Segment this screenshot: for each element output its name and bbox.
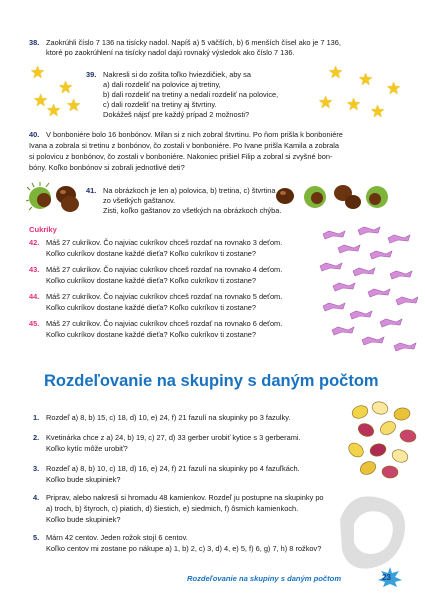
exercise-39-line-3: b) dali rozdeliť na tretiny a nedali rozdeliť na polovice,	[103, 90, 279, 99]
exercise-5-number: 5.	[33, 533, 40, 542]
chestnut-illustration	[26, 178, 82, 214]
exercise-3-number: 3.	[33, 464, 40, 473]
star-icon: ★	[33, 91, 49, 110]
exercise-44-line-2: Koľko cukríkov dostane každé dieťa? Koľko cukríkov ti zostane?	[46, 303, 257, 312]
exercise-45-line-2: Koľko cukríkov dostane každé dieťa? Koľko cukríkov ti zostane?	[46, 330, 257, 339]
exercise-39-line-1: Nakresli si do zošita toľko hviezdičiek, aby sa	[103, 70, 251, 79]
star-icon: ★	[46, 101, 62, 120]
exercise-5-line-2: Koľko centov mi zostane po nákupe a) 1, b) 2, c) 3, d) 4, e) 5, f) 6, g) 7, h) 8 rožkov?	[46, 544, 322, 553]
exercise-4-line-3: Koľko bude skupiniek?	[46, 515, 121, 524]
star-icon: ★	[370, 102, 386, 121]
exercise-39-number: 39.	[86, 70, 97, 79]
exercise-40-line-4: bóny. Koľko bonbónov si zobrali jednotlivé deti?	[29, 163, 185, 172]
star-icon: ★	[386, 79, 402, 98]
exercise-1-line-1: Rozdeľ a) 8, b) 15, c) 18, d) 10, e) 24, f) 21 fazulí na skupinky po 3 fazulky.	[46, 413, 291, 422]
decorative-figure	[330, 480, 422, 580]
exercise-4-line-1: Priprav, alebo nakresli si hromadu 48 kamienkov. Rozdeľ ju postupne na skupinky po	[46, 493, 324, 502]
exercise-2-line-1: Kvetinárka chce z a) 24, b) 19, c) 27, d) 33 gerber urobiť kytice s 3 gerberami.	[46, 433, 301, 442]
exercise-42-line-1: Máš 27 cukríkov. Čo najviac cukríkov chceš rozdať na rovnako 3 deťom.	[46, 238, 283, 247]
exercise-41-number: 41.	[86, 186, 97, 195]
chestnut-illustration	[275, 180, 393, 212]
exercise-2-line-2: Koľko kytíc môže urobiť?	[46, 444, 128, 453]
exercise-38-line-2: ktoré po zaokrúhlení na tisícky nadol dajú rovnaký výsledok ako číslo 7 136.	[46, 48, 295, 57]
exercise-41-line-1: Na obrázkoch je len a) polovica, b) tretina, c) štvrtina	[103, 186, 276, 195]
exercise-5-line-1: Márn 42 centov. Jeden rožok stojí 6 centov.	[46, 533, 188, 542]
exercise-44-number: 44.	[29, 292, 40, 301]
star-icon: ★	[58, 78, 74, 97]
exercise-42-line-2: Koľko cukríkov dostane každé dieťa? Koľko cukríkov ti zostane?	[46, 249, 257, 258]
footer-title: Rozdeľovanie na skupiny s daným počtom	[187, 574, 342, 583]
exercise-42-number: 42.	[29, 238, 40, 247]
exercise-45-number: 45.	[29, 319, 40, 328]
exercise-3-line-2: Koľko bude skupiniek?	[46, 475, 121, 484]
star-icon: ★	[66, 96, 82, 115]
section-heading: Rozdeľovanie na skupiny s daným počtom	[44, 372, 379, 390]
exercise-38-line-1: Zaokrúhli číslo 7 136 na tisícky nadol. Napíš a) 5 väčších, b) 6 menších čísel ako je 7 136,	[46, 38, 341, 47]
exercise-1-number: 1.	[33, 413, 40, 422]
star-icon: ★	[318, 93, 334, 112]
exercise-43-number: 43.	[29, 265, 40, 274]
exercise-39-line-4: c) dali rozdeliť na tretiny aj štvrtiny.	[103, 100, 217, 109]
exercise-39-line-5: Dokážeš nájsť pre každý prípad 2 možnosti?	[103, 110, 250, 119]
beans-illustration	[346, 400, 418, 480]
exercise-2-number: 2.	[33, 433, 40, 442]
exercise-38-number: 38.	[29, 38, 40, 47]
exercise-3-line-1: Rozdeľ a) 8, b) 10, c) 18, d) 16, e) 24, f) 21 fazulí na skupinky po 4 fazuľkách.	[46, 464, 300, 473]
section-label-candies: Cukríky	[29, 225, 57, 234]
exercise-44-line-1: Máš 27 cukríkov. Čo najviac cukríkov chceš rozdať na rovnako 5 deťom.	[46, 292, 283, 301]
exercise-40-line-2: Ivana a zobrala si tretinu z bonbónov, čo zostali v bonboniére. Po Ivane prišla Kamila a zobrala	[29, 141, 340, 150]
exercise-43-line-1: Máš 27 cukríkov. Čo najviac cukríkov chceš rozdať na rovnako 4 deťom.	[46, 265, 283, 274]
star-icon: ★	[346, 95, 362, 114]
star-icon: ★	[30, 63, 46, 82]
exercise-41-line-2: zo všetkých gaštanov.	[103, 196, 176, 205]
exercise-45-line-1: Máš 27 cukríkov. Čo najviac cukríkov chceš rozdať na rovnako 6 deťom.	[46, 319, 283, 328]
star-icon: ★	[328, 63, 344, 82]
exercise-40-line-3: si polovicu z bonbónov, čo zostali v bonboniére. Nakoniec prišiel Filip a zobral si zvyšné bon-	[29, 152, 333, 161]
exercise-41-line-3: Zisti, koľko gaštanov zo všetkých na obrázkoch chýba.	[103, 206, 282, 215]
page-number: 23	[382, 573, 391, 582]
exercise-4-number: 4.	[33, 493, 40, 502]
exercise-40-line-1: V bonboniére bolo 16 bonbónov. Milan si z nich zobral štvrtinu. Po ňom prišla k bonboniére	[46, 130, 343, 139]
exercise-39-line-2: a) dali rozdeliť na polovice aj tretiny,	[103, 80, 221, 89]
candy-illustration	[318, 226, 418, 358]
exercise-43-line-2: Koľko cukríkov dostane každé dieťa? Koľko cukríkov ti zostane?	[46, 276, 257, 285]
star-icon: ★	[358, 70, 374, 89]
exercise-40-number: 40.	[29, 130, 40, 139]
exercise-4-line-2: a) troch, b) štyroch, c) piatich, d) šiestich, e) siedmich, f) ôsmich kamienkoch.	[46, 504, 299, 513]
